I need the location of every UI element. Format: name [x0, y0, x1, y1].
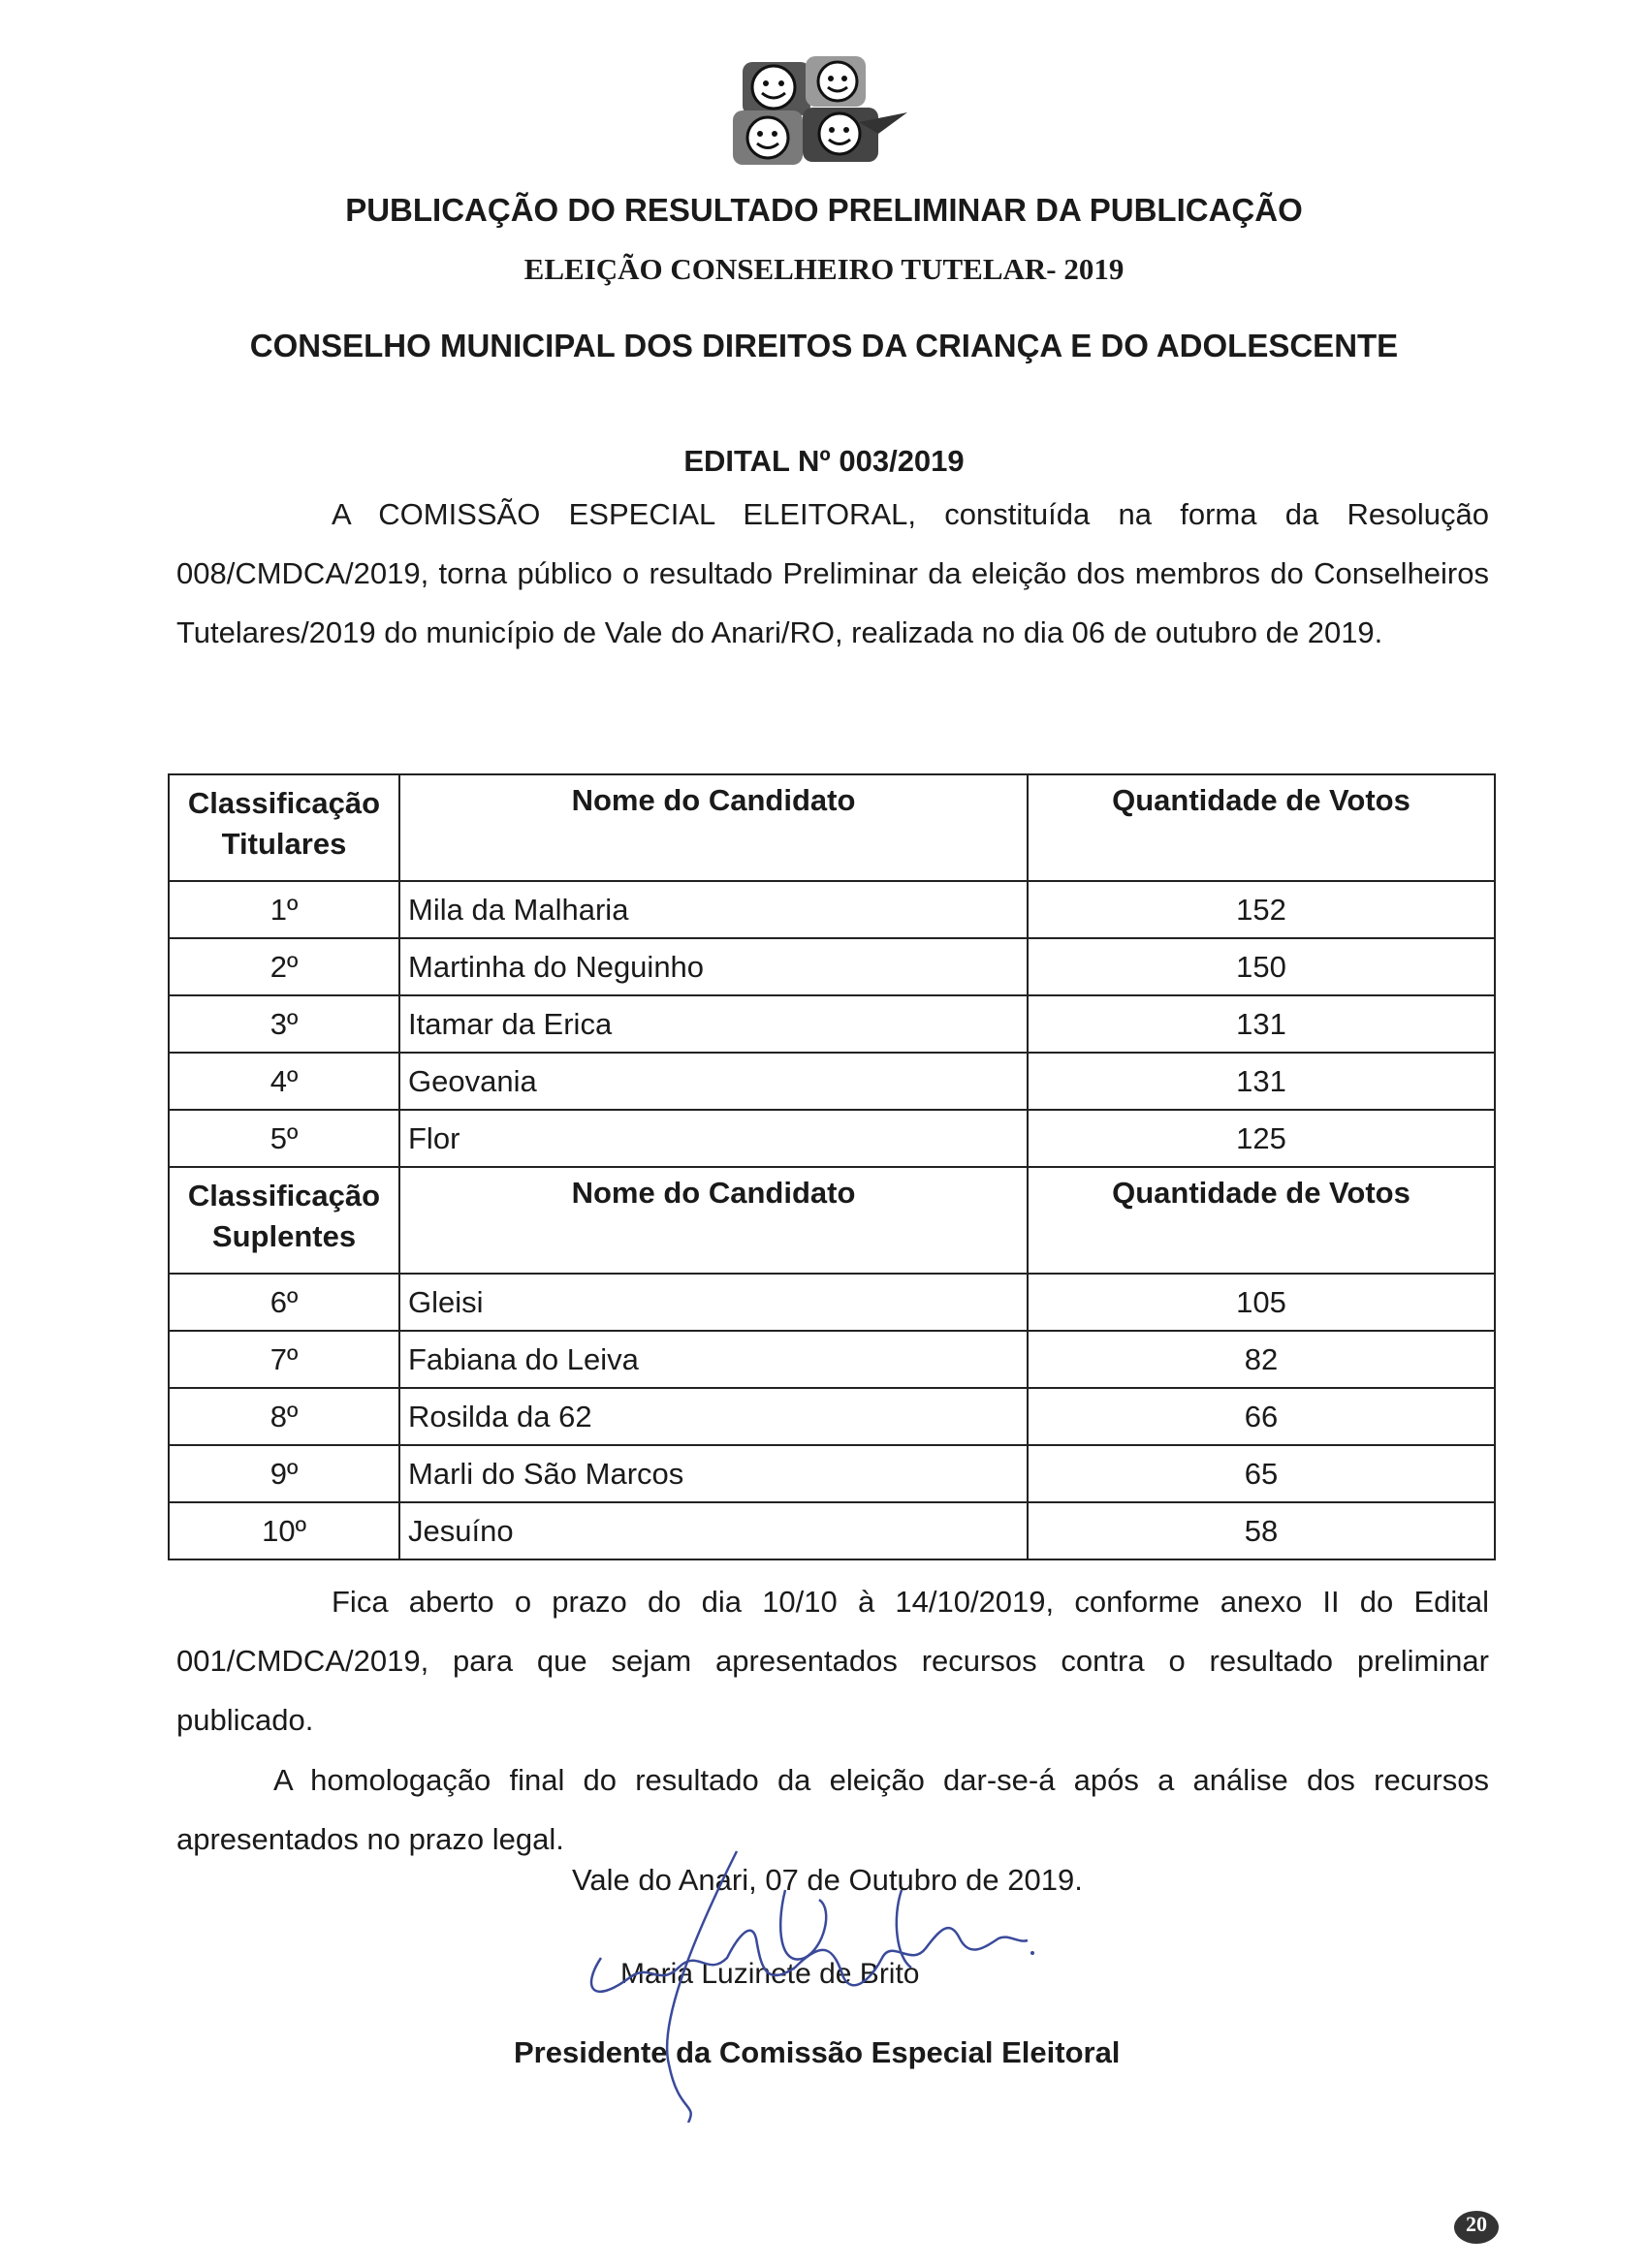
intro-paragraph [176, 485, 1489, 662]
candidate-name-cell: Fabiana do Leiva [399, 1331, 1028, 1388]
suplente-row [169, 1445, 1495, 1502]
candidate-name-cell: Geovania [399, 1053, 1028, 1110]
titular-row [169, 881, 1495, 938]
votes-cell: 150 [1028, 938, 1495, 995]
rank-cell: 10º [169, 1502, 399, 1559]
page-number: 20 [1466, 2212, 1487, 2236]
suplente-row [169, 1274, 1495, 1331]
votes-cell: 131 [1028, 1053, 1495, 1110]
titular-row [169, 938, 1495, 995]
candidate-name-cell: Flor [399, 1110, 1028, 1167]
signer-name: Maria Luzinete de Brito [620, 1958, 920, 1990]
handwritten-signature [543, 1832, 1086, 2123]
candidate-name-cell: Jesuíno [399, 1502, 1028, 1559]
candidate-name-cell: Itamar da Erica [399, 995, 1028, 1053]
titulares-header-row [169, 774, 1495, 881]
results-table [168, 773, 1496, 1560]
homologation-text: A homologação final do resultado da eleição dar-se-á após a análise dos recursos apresentados no prazo legal. [176, 1763, 1489, 1856]
deadline-text: Fica aberto o prazo do dia 10/10 à 14/10/2019, conforme anexo II do Edital 001/CMDCA/2019, para que sejam apresentados recursos contra o resultado preliminar publicado. [176, 1585, 1489, 1737]
rank-cell: 3º [169, 995, 399, 1053]
votes-cell: 58 [1028, 1502, 1495, 1559]
rank-cell: 9º [169, 1445, 399, 1502]
suplente-row [169, 1502, 1495, 1559]
candidate-name-cell: Rosilda da 62 [399, 1388, 1028, 1445]
header-classification-label: Classificação [187, 786, 381, 820]
place-date: Vale do Anari, 07 de Outubro de 2019. [572, 1863, 1083, 1897]
header-candidate-name: Nome do Candidato [399, 1167, 1028, 1274]
deadline-paragraph [176, 1572, 1489, 1749]
header-vote-count: Quantidade de Votos [1028, 1167, 1495, 1274]
titular-row [169, 1053, 1495, 1110]
header-candidate-name: Nome do Candidato [399, 774, 1028, 881]
candidate-name-cell: Mila da Malharia [399, 881, 1028, 938]
signer-role: Presidente da Comissão Especial Eleitoral [514, 2035, 1121, 2069]
rank-cell: 7º [169, 1331, 399, 1388]
titular-row [169, 995, 1495, 1053]
header-classification-suplentes [169, 1167, 399, 1274]
header-titulares-label: Titulares [221, 827, 347, 861]
header-classification-label: Classificação [187, 1179, 381, 1213]
votes-cell: 125 [1028, 1110, 1495, 1167]
suplente-row [169, 1388, 1495, 1445]
header-title: PUBLICAÇÃO DO RESULTADO PRELIMINAR DA PUBLICAÇÃO [345, 192, 1303, 228]
header-subtitle: ELEIÇÃO CONSELHEIRO TUTELAR- 2019 [523, 252, 1125, 286]
votes-cell: 82 [1028, 1331, 1495, 1388]
header-council: CONSELHO MUNICIPAL DOS DIREITOS DA CRIANÇA E DO ADOLESCENTE [249, 328, 1399, 363]
header-vote-count: Quantidade de Votos [1028, 774, 1495, 881]
votes-cell: 66 [1028, 1388, 1495, 1445]
rank-cell: 6º [169, 1274, 399, 1331]
rank-cell: 4º [169, 1053, 399, 1110]
titular-row [169, 1110, 1495, 1167]
edital-title: EDITAL Nº 003/2019 [683, 444, 965, 478]
intro-text: A COMISSÃO ESPECIAL ELEITORAL, constituída na forma da Resolução 008/CMDCA/2019, torna público o resultado Preliminar da eleição dos membros do Conselheiros Tutelares/2019 do município de Vale do Anari/RO, realizada no dia 06 de outubro de 2019. [176, 497, 1489, 649]
rank-cell: 2º [169, 938, 399, 995]
suplentes-header-row [169, 1167, 1495, 1274]
candidate-name-cell: Martinha do Neguinho [399, 938, 1028, 995]
header-suplentes-label: Suplentes [211, 1219, 357, 1253]
header-classification-titulares [169, 774, 399, 881]
votes-cell: 152 [1028, 881, 1495, 938]
rank-cell: 8º [169, 1388, 399, 1445]
rank-cell: 5º [169, 1110, 399, 1167]
candidate-name-cell: Gleisi [399, 1274, 1028, 1331]
rank-cell: 1º [169, 881, 399, 938]
votes-cell: 65 [1028, 1445, 1495, 1502]
votes-cell: 105 [1028, 1274, 1495, 1331]
votes-cell: 131 [1028, 995, 1495, 1053]
suplente-row [169, 1331, 1495, 1388]
children-faces-logo [713, 54, 917, 171]
candidate-name-cell: Marli do São Marcos [399, 1445, 1028, 1502]
